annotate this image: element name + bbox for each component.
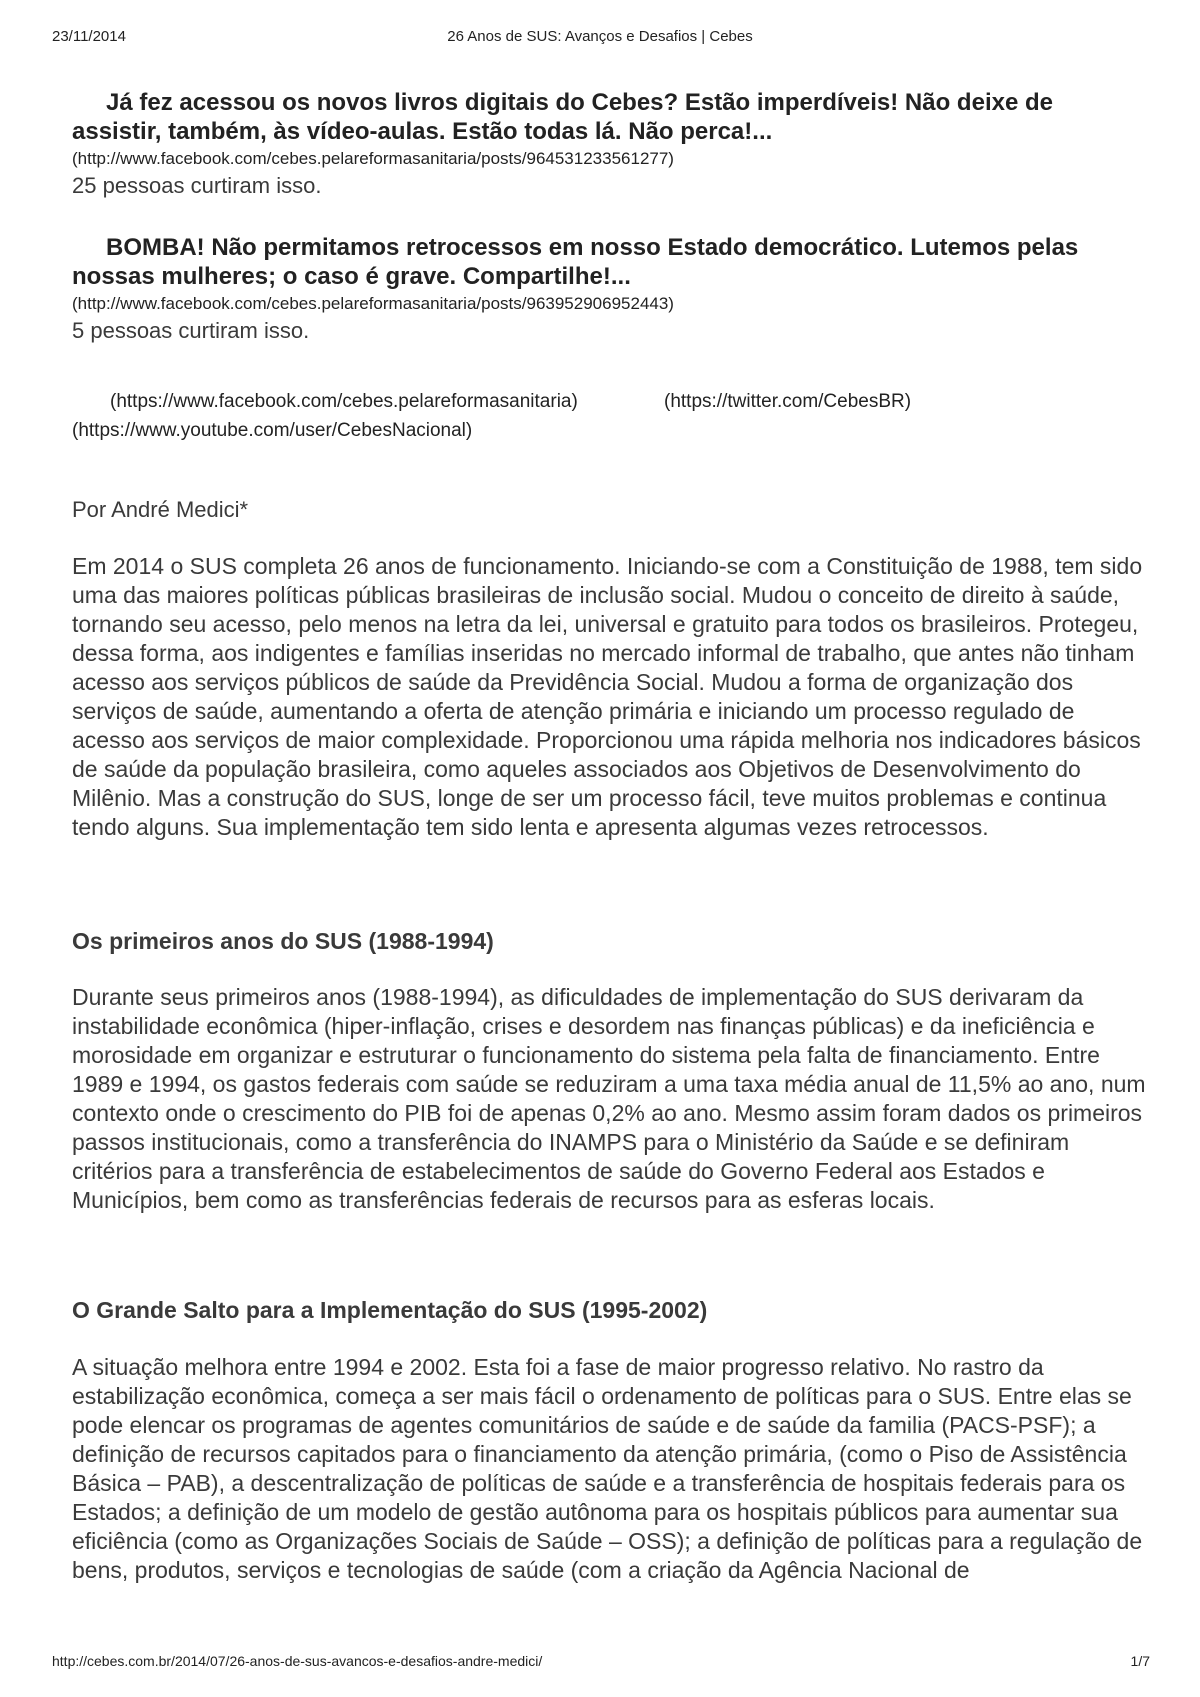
youtube-link[interactable]: (https://www.youtube.com/user/CebesNacional) xyxy=(72,420,473,441)
intro-paragraph: Em 2014 o SUS completa 26 anos de funcionamento. Iniciando-se com a Constituição de 1988, tem sido uma das maiores políticas públicas brasileiras de inclusão social. Mudou o conceito de direito à saúde, tornando seu acesso, pelo menos na letra da lei, universal e gratuito para todos os brasileiros. Protegeu, dessa forma, aos indigentes e famílias inseridas no mercado informal de trabalho, que antes não tinham acesso aos serviços públicos de saúde da Previdência Social. Mudou a forma de organização dos serviços de saúde, aumentando a oferta de atenção primária e iniciando um processo regulado de acesso aos serviços de maior complexidade. Proporcionou uma rápida melhoria nos indicadores básicos de saúde da população brasileira, como aqueles associados aos Objetivos de Desenvolvimento do Milênio. Mas a construção do SUS, longe de ser um processo fácil, teve muitos problemas e continua tendo alguns. Sua implementação tem sido lenta e apresenta algumas vezes retrocessos. xyxy=(72,553,1143,840)
section-paragraph: Durante seus primeiros anos (1988-1994), as dificuldades de implementação do SUS derivaram da instabilidade econômica (hiper-inflação, crises e desordem nas finanças públicas) e da ineficiência e morosidade em organizar e estruturar o funcionamento do sistema pela falta de financiamento. Entre 1989 e 1994, os gastos federais com saúde se reduziram a uma taxa média anual de 11,5% ao ano, num contexto onde o crescimento do PIB foi de apenas 0,2% ao ano. Mesmo assim foram dados os primeiros passos institucionais, como a transferência do INAMPS para o Ministério da Saúde e se definiram critérios para a transferência de estabelecimentos de saúde do Governo Federal aos Estados e Municípios, bem como as transferências federais de recursos para as esferas locais. xyxy=(72,984,1146,1213)
section-heading: O Grande Salto para a Implementação do SUS (1995-2002) xyxy=(72,1297,708,1323)
twitter-link[interactable]: (https://twitter.com/CebesBR) xyxy=(664,391,912,412)
post-text[interactable]: BOMBA! Não permitamos retrocessos em nosso Estado democrático. Lutemos pelas nossas mulheres; o caso é grave. Compartilhe!... xyxy=(72,234,1079,290)
section-heading: Os primeiros anos do SUS (1988-1994) xyxy=(72,928,494,954)
facebook-post xyxy=(72,233,1132,345)
print-date: 23/11/2014 xyxy=(52,28,126,45)
article-author: Por André Medici* xyxy=(72,497,249,522)
facebook-post xyxy=(72,88,1132,200)
post-likes: 25 pessoas curtiram isso. xyxy=(72,173,322,198)
post-text[interactable]: Já fez acessou os novos livros digitais do Cebes? Estão imperdíveis! Não deixe de assistir, também, às vídeo-aulas. Estão todas lá. Não perca!... xyxy=(72,89,1053,145)
post-link[interactable]: (http://www.facebook.com/cebes.pelareformasanitaria/posts/964531233561277) xyxy=(72,149,674,168)
post-link[interactable]: (http://www.facebook.com/cebes.pelareformasanitaria/posts/963952906952443) xyxy=(72,294,674,313)
facebook-link[interactable]: (https://www.facebook.com/cebes.pelareformasanitaria) xyxy=(110,391,578,412)
section-paragraph: A situação melhora entre 1994 e 2002. Esta foi a fase de maior progresso relativo. No rastro da estabilização econômica, começa a ser mais fácil o ordenamento de políticas para o SUS. Entre elas se pode elencar os programas de agentes comunitários de saúde e de saúde da familia (PACS-PSF); a definição de recursos capitados para o financiamento da atenção primária, (como o Piso de Assistência Básica – PAB), a descentralização de políticas de saúde e a transferência de hospitais federais para os Estados; a definição de um modelo de gestão autônoma para os hospitais públicos para aumentar sua eficiência (como as Organizações Sociais de Saúde – OSS); a definição de políticas para a regulação de bens, produtos, serviços e tecnologias de saúde (com a criação da Agência Nacional de xyxy=(72,1354,1143,1583)
footer-url: http://cebes.com.br/2014/07/26-anos-de-sus-avancos-e-desafios-andre-medici/ xyxy=(52,1653,543,1669)
page-number: 1/7 xyxy=(1130,1653,1150,1669)
post-likes: 5 pessoas curtiram isso. xyxy=(72,318,310,343)
page-title: 26 Anos de SUS: Avanços e Desafios | Cebes xyxy=(447,28,753,45)
